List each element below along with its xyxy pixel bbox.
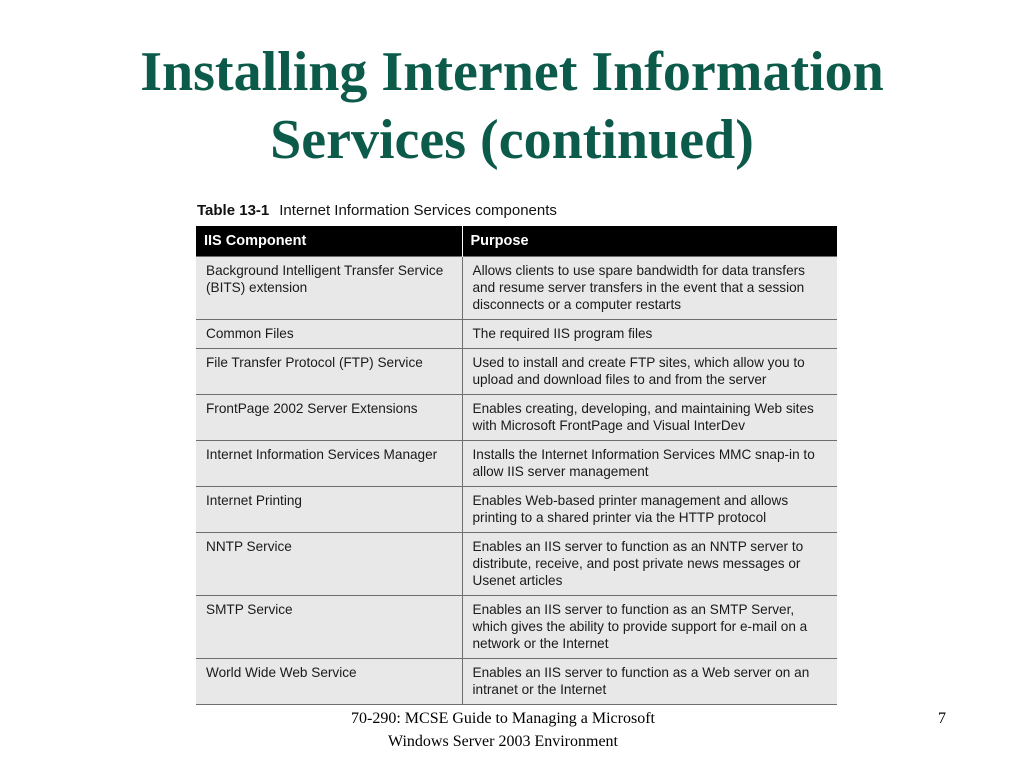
- table-row: [196, 487, 837, 533]
- footer-line-2: Windows Server 2003 Environment: [388, 733, 618, 750]
- component-cell: World Wide Web Service: [196, 659, 462, 705]
- component-cell: Internet Printing: [196, 487, 462, 533]
- purpose-cell: Enables an IIS server to function as an NNTP server to distribute, receive, and post private news messages or Usenet articles: [462, 533, 837, 596]
- footer-line-1: 70-290: MCSE Guide to Managing a Microsoft: [351, 710, 655, 727]
- purpose-cell: Enables creating, developing, and maintaining Web sites with Microsoft FrontPage and Visual InterDev: [462, 395, 837, 441]
- page-number: 7: [938, 710, 946, 727]
- purpose-cell: Installs the Internet Information Services MMC snap-in to allow IIS server management: [462, 441, 837, 487]
- component-cell: Internet Information Services Manager: [196, 441, 462, 487]
- slide-title: [0, 38, 1024, 174]
- table-caption-number: Table 13-1: [197, 202, 270, 219]
- purpose-cell: Enables an IIS server to function as a Web server on an intranet or the Internet: [462, 659, 837, 705]
- table-row: [196, 533, 837, 596]
- purpose-cell: Used to install and create FTP sites, which allow you to upload and download files to and from the server: [462, 349, 837, 395]
- table-row: [196, 659, 837, 705]
- slide-title-line-1: Installing Internet Information: [140, 41, 884, 103]
- table-caption: [196, 200, 837, 226]
- header-iis-component: IIS Component: [196, 226, 462, 257]
- purpose-cell: Enables an IIS server to function as an SMTP Server, which gives the ability to provide support for e-mail on a network or the Internet: [462, 596, 837, 659]
- slide-title-line-2: Services (continued): [270, 109, 754, 171]
- table-header-row: [196, 226, 837, 257]
- component-cell: Common Files: [196, 320, 462, 349]
- component-cell: SMTP Service: [196, 596, 462, 659]
- table-row: [196, 320, 837, 349]
- component-cell: FrontPage 2002 Server Extensions: [196, 395, 462, 441]
- purpose-cell: Enables Web-based printer management and allows printing to a shared printer via the HTTP protocol: [462, 487, 837, 533]
- table-row: [196, 441, 837, 487]
- purpose-cell: Allows clients to use spare bandwidth for data transfers and resume server transfers in the event that a session disconnects or a computer restarts: [462, 257, 837, 320]
- table-row: [196, 395, 837, 441]
- table-row: [196, 596, 837, 659]
- table-row: [196, 257, 837, 320]
- component-cell: NNTP Service: [196, 533, 462, 596]
- component-cell: File Transfer Protocol (FTP) Service: [196, 349, 462, 395]
- table-row: [196, 349, 837, 395]
- slide-footer: [250, 707, 756, 753]
- header-purpose: Purpose: [462, 226, 837, 257]
- purpose-cell: The required IIS program files: [462, 320, 837, 349]
- table-figure: [196, 200, 837, 705]
- table-caption-text: Internet Information Services components: [279, 202, 557, 219]
- component-cell: Background Intelligent Transfer Service (BITS) extension: [196, 257, 462, 320]
- iis-components-table: [196, 226, 837, 705]
